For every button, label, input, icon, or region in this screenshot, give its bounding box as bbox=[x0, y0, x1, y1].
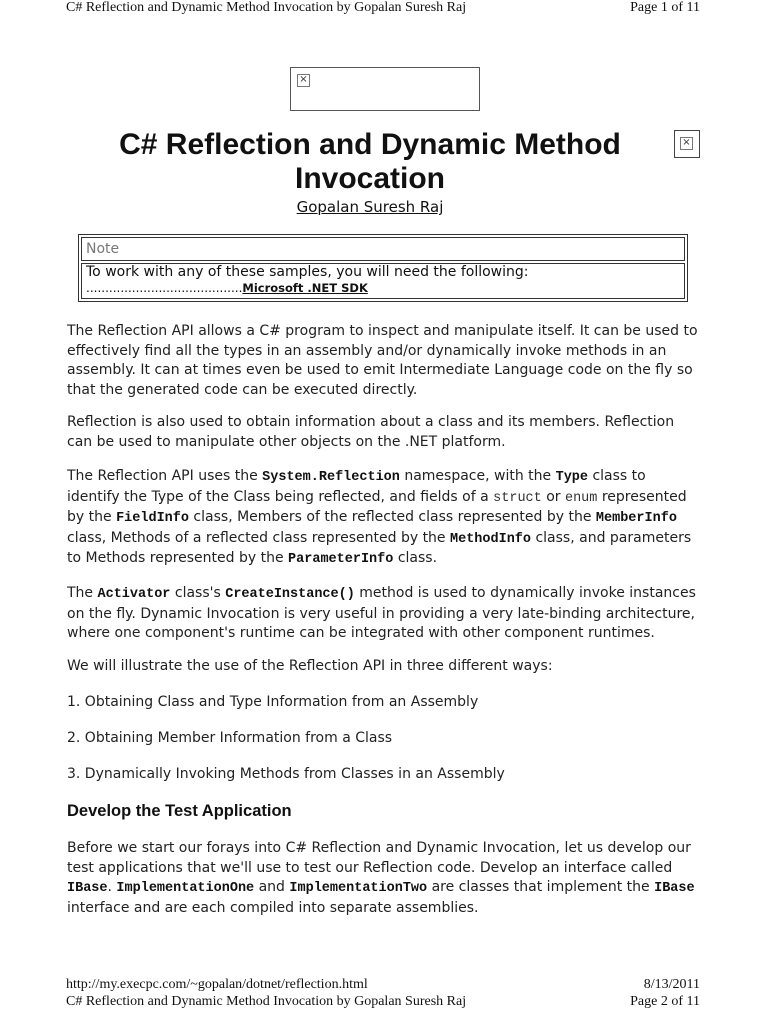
list-item bbox=[67, 693, 701, 713]
note-content bbox=[81, 263, 685, 299]
paragraph-text: The Reflection API allows a C# program to inspect and manipulate itself. It can be used to effectively find all the types in an assembly and/or dynamically invoke methods in an assembly. It can at times even be used to emit Intermediate Language code on the fly so that the generated code can be executed directly. bbox=[67, 323, 698, 398]
text-run: or bbox=[541, 488, 565, 505]
paragraph-activator bbox=[67, 584, 701, 644]
code-enum: enum bbox=[564, 490, 598, 506]
code-memberinfo: MemberInfo bbox=[595, 511, 677, 526]
code-methodinfo: MethodInfo bbox=[450, 531, 532, 547]
text-run: namespace, with the bbox=[399, 468, 556, 484]
print-footer-url-line bbox=[66, 977, 700, 993]
print-header bbox=[66, 0, 700, 18]
footer-date: 8/13/2011 bbox=[643, 977, 700, 992]
author-link[interactable]: Gopalan Suresh Raj bbox=[296, 198, 444, 216]
note-table bbox=[78, 234, 688, 302]
paragraph-text: Reflection is also used to obtain information about a class and its members. Reflection can be used to manipulate other objects on the .NET platform. bbox=[67, 414, 675, 450]
paragraph-reflection-info bbox=[67, 413, 701, 452]
code-struct: struct bbox=[493, 490, 542, 506]
broken-banner-image bbox=[290, 67, 480, 111]
code-ibase: IBase bbox=[67, 881, 108, 896]
list-item-text: 3. Dynamically Invoking Methods from Classes in an Assembly bbox=[67, 766, 505, 782]
list-item-text: 2. Obtaining Member Information from a Class bbox=[67, 730, 393, 746]
code-activator: Activator bbox=[97, 587, 171, 602]
text-run: class's bbox=[170, 585, 226, 601]
code-implementationtwo: ImplementationTwo bbox=[289, 881, 428, 896]
code-fieldinfo: FieldInfo bbox=[116, 511, 189, 526]
text-run: The bbox=[67, 585, 98, 601]
sdk-link[interactable]: Microsoft .NET SDK bbox=[242, 281, 368, 295]
code-createinstance: CreateInstance() bbox=[225, 587, 355, 602]
paragraph-intro bbox=[67, 322, 701, 400]
text-run: class, and parameters to Methods represented by the bbox=[67, 529, 692, 566]
text-run: . bbox=[107, 879, 117, 895]
paragraph-test-app bbox=[67, 839, 701, 918]
text-run: are classes that implement the bbox=[427, 879, 655, 895]
paragraph-api-types bbox=[67, 467, 701, 570]
note-dots: ......................................... bbox=[86, 281, 243, 295]
broken-image-icon: × bbox=[680, 137, 693, 150]
print-header-title: C# Reflection and Dynamic Method Invocation by Gopalan Suresh Raj bbox=[66, 0, 467, 15]
text-run: interface and are each compiled into separate assemblies. bbox=[67, 899, 479, 916]
text-run: and bbox=[254, 879, 290, 895]
text-run: Before we start our forays into C# Reflection and Dynamic Invocation, let us develop our test applications that we'll use to test our Reflection code. Develop an interface called bbox=[67, 840, 691, 876]
footer-title: C# Reflection and Dynamic Method Invocation by Gopalan Suresh Raj bbox=[66, 994, 467, 1009]
text-run: The Reflection API uses the bbox=[67, 468, 263, 484]
code-implementationone: ImplementationOne bbox=[116, 881, 255, 896]
note-label: Note bbox=[81, 237, 685, 261]
article-title: C# Reflection and Dynamic Method Invocation bbox=[119, 128, 621, 195]
paragraph-three-ways bbox=[67, 657, 701, 677]
text-run: class, Members of the reflected class represented by the bbox=[188, 509, 596, 525]
list-item bbox=[67, 765, 701, 785]
text-run: class. bbox=[393, 550, 438, 566]
note-text: To work with any of these samples, you will need the following: bbox=[86, 264, 529, 280]
text-run: class, Methods of a reflected class represented by the bbox=[67, 529, 450, 546]
code-system-reflection: System.Reflection bbox=[262, 470, 400, 485]
paragraph-text: We will illustrate the use of the Reflection API in three different ways: bbox=[67, 658, 553, 674]
footer-url: http://my.execpc.com/~gopalan/dotnet/reflection.html bbox=[66, 977, 368, 992]
footer-page: Page 2 of 11 bbox=[630, 994, 700, 1009]
text-run: class to identify the Type of the Class being reflected, and fields of a bbox=[67, 468, 646, 505]
text-run: represented by the bbox=[67, 488, 687, 525]
list-item-text: 1. Obtaining Class and Type Information from an Assembly bbox=[67, 694, 479, 710]
print-footer-header-line bbox=[66, 994, 700, 1010]
section-heading: Develop the Test Application bbox=[67, 802, 292, 820]
list-item bbox=[67, 729, 701, 749]
text-run: method is used to dynamically invoke instances on the fly. Dynamic Invocation is very useful in providing a very late-binding architecture, where one component's runtime can be integrated with other component runtimes. bbox=[67, 585, 696, 641]
broken-image-icon: × bbox=[297, 74, 310, 87]
print-header-page: Page 1 of 11 bbox=[630, 0, 700, 15]
code-parameterinfo: ParameterInfo bbox=[288, 552, 394, 567]
code-ibase: IBase bbox=[654, 881, 695, 896]
code-type: Type bbox=[555, 470, 588, 485]
